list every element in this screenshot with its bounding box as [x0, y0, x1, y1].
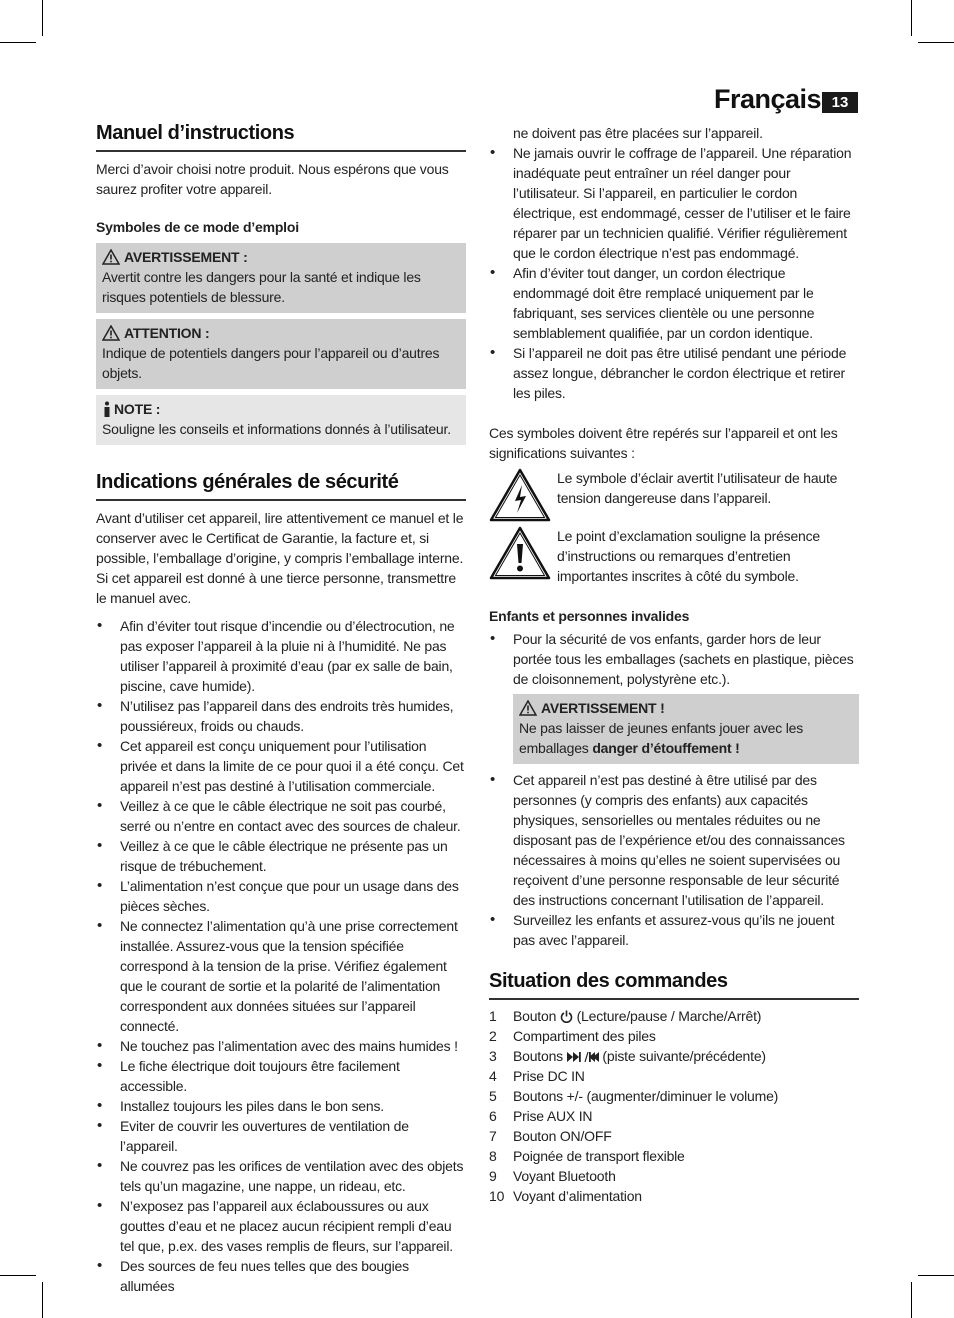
manual-intro: Merci d’avoir choisi notre produit. Nous espérons que vous saurez profiter votre appareil. — [96, 161, 449, 197]
list-item: • Ne touchez pas l’alimentation avec des mains humides ! — [96, 1036, 466, 1056]
crop-mark — [911, 0, 912, 36]
list-item: • Cet appareil n’est pas destiné à être utilisé par des personnes (y compris des enfants) aux capacités physiques, sensorielles ou mentales réduites ou ne disposant pas de l’expérience et/ou des connaissances nécessaires à moins qu’elles ne soient supervisées ou reçoivent d’une personne responsable de leur sécurité des instructions concernant l’utilisation de l’appareil. — [489, 770, 859, 910]
list-item: • Installez toujours les piles dans le bon sens. — [96, 1096, 466, 1116]
warning-box-text: Avertit contre les dangers pour la santé et indique les risques potentiels de blessure. — [102, 269, 421, 305]
child-warning-title: AVERTISSEMENT ! — [541, 700, 665, 716]
exclamation-symbol-row — [489, 526, 859, 586]
warning-triangle-icon — [519, 700, 537, 716]
crop-mark — [911, 1282, 912, 1318]
symbols-heading: Symboles de ce mode d’emploi — [96, 219, 299, 235]
crop-mark — [0, 1275, 36, 1276]
crop-mark — [918, 1275, 954, 1276]
list-item: • Ne connectez l’alimentation qu’à une prise correctement installée. Assurez-vous que la tension spécifiée correspond à la tension de la prise. Vérifiez également que le courant de sortie et la polarité de l’alimentation correspondent aux données situées sur l’appareil connecté. — [96, 916, 466, 1036]
crop-mark — [918, 42, 954, 43]
child-warning-box — [513, 694, 859, 764]
language-heading: Français — [714, 84, 822, 114]
list-item: • N’exposez pas l’appareil aux éclaboussures ou aux gouttes d’eau et ne placez aucun récipient rempli d’eau tel que, p.ex. des vases remplis de fleurs, sur l’appareil. — [96, 1196, 466, 1256]
list-item: 10 Voyant d’alimentation — [489, 1188, 642, 1204]
exclamation-warning-icon — [489, 526, 551, 580]
list-item: • Afin d’éviter tout danger, un cordon électrique endommagé doit être remplacé uniquement par le fabriquant, ses services clientèle ou une personne semblablement qualifiée, par un cordon identique. — [489, 263, 859, 343]
note-box-text: Souligne les conseils et informations donnés à l’utilisateur. — [102, 421, 451, 437]
list-item: • Ne jamais ouvrir le coffrage de l’appareil. Une réparation inadéquate peut entraîner un réel danger pour l’utilisateur. Si l’appareil, en particulier le cordon électrique, est endommagé, cesser de l’utiliser et le faire réparer par un technicien qualifié. Vérifier régulièrement que le cordon électrique n’est pas endommagé. — [489, 143, 859, 263]
list-item: • Ne couvrez pas les orifices de ventilation avec des objets tels qu’un magazine, une nappe, un rideau, etc. — [96, 1156, 466, 1196]
list-item: 1 Bouton (Lecture/pause / Marche/Arrêt) — [489, 1008, 762, 1024]
attention-box-text: Indique de potentiels dangers pour l’appareil ou d’autres objets. — [102, 345, 440, 381]
list-item: • Des sources de feu nues telles que des bougies allumées — [96, 1256, 466, 1296]
list-item: • L’alimentation n’est conçue que pour un usage dans des pièces sèches. — [96, 876, 466, 916]
list-item: • Veillez à ce que le câble électrique ne présente pas un risque de trébuchement. — [96, 836, 466, 876]
info-icon — [102, 401, 112, 417]
child-warning-text: Ne pas laisser de jeunes enfants jouer avec les emballages — [519, 720, 803, 756]
warning-box — [96, 243, 466, 313]
attention-box — [96, 319, 466, 389]
list-item: • Afin d’éviter tout risque d’incendie ou d’électrocution, ne pas exposer l’appareil à la pluie ni à l’humidité. Ne pas utiliser l’appareil à proximité d’eau (par ex salle de bain, piscine, cave humide). — [96, 616, 466, 696]
safety-intro: Avant d’utiliser cet appareil, lire attentivement ce manuel et le conserver avec le Certificat de Garantie, la facture et, si possible, l’emballage d’origine, y compris l’emballage interne. Si cet appareil est donné à une tierce personne, transmettre le manuel avec. — [96, 510, 464, 606]
crop-mark — [0, 42, 36, 43]
list-item: • Pour la sécurité de vos enfants, garder hors de leur portée tous les emballages (sachets en plastique, pièces de cloisonnement, polystyrène etc.). — [489, 629, 859, 689]
note-box — [96, 395, 466, 445]
warning-triangle-icon — [102, 249, 120, 265]
crop-mark — [42, 0, 43, 36]
right-column — [489, 120, 859, 1206]
list-item: • N’utilisez pas l’appareil dans des endroits très humides, poussiéreux, froids ou chauds. — [96, 696, 466, 736]
list-item: 3 Boutons (piste suivante/précédente) — [489, 1048, 766, 1064]
children-list — [489, 629, 859, 689]
controls-title: Situation des commandes — [489, 968, 859, 1000]
list-item: • Le fiche électrique doit toujours être facilement accessible. — [96, 1056, 466, 1096]
list-item: 8 Poignée de transport flexible — [489, 1148, 685, 1164]
list-item: 7 Bouton ON/OFF — [489, 1128, 612, 1144]
children-heading: Enfants et personnes invalides — [489, 608, 690, 624]
list-item: • Eviter de couvrir les ouvertures de ventilation de l’appareil. — [96, 1116, 466, 1156]
list-item: 9 Voyant Bluetooth — [489, 1168, 616, 1184]
continued-line: ne doivent pas être placées sur l’appareil. — [513, 125, 763, 141]
list-item: • Si l’appareil ne doit pas être utilisé pendant une période assez longue, débrancher le cordon électrique et retirer les piles. — [489, 343, 859, 403]
exclamation-text: Le point d’exclamation souligne la présence d’instructions ou remarques d’entretien importantes inscrites à côté du symbole. — [557, 528, 821, 584]
skip-icon — [567, 1051, 599, 1063]
controls-list — [489, 1006, 859, 1206]
list-item: 2 Compartiment des piles — [489, 1028, 656, 1044]
list-item: • Veillez à ce que le câble électrique ne soit pas courbé, serré ou n’entre en contact avec des sources de chaleur. — [96, 796, 466, 836]
left-column — [96, 120, 466, 1296]
list-item: 4 Prise DC IN — [489, 1068, 585, 1084]
safety-title: Indications générales de sécurité — [96, 469, 466, 501]
note-box-title: NOTE : — [114, 401, 161, 417]
page-number: 13 — [822, 92, 858, 113]
lightning-text: Le symbole d’éclair avertit l’utilisateur de haute tension dangereuse dans l’appareil. — [557, 470, 838, 506]
manual-title: Manuel d’instructions — [96, 120, 466, 152]
symbols-intro: Ces symboles doivent être repérés sur l’appareil et ont les significations suivantes : — [489, 425, 838, 461]
crop-mark — [42, 1282, 43, 1318]
safety-list — [96, 616, 466, 1296]
warning-triangle-icon — [102, 325, 120, 341]
attention-box-title: ATTENTION : — [124, 325, 210, 341]
lightning-symbol-row — [489, 468, 859, 522]
list-item: 6 Prise AUX IN — [489, 1108, 593, 1124]
warning-box-title: AVERTISSEMENT : — [124, 249, 248, 265]
children-list-more — [489, 770, 859, 950]
power-icon — [560, 1010, 573, 1023]
lightning-warning-icon — [489, 468, 551, 522]
list-item: 5 Boutons +/- (augmenter/diminuer le volume) — [489, 1088, 779, 1104]
safety-list-continued — [489, 143, 859, 403]
list-item: • Surveillez les enfants et assurez-vous qu’ils ne jouent pas avec l’appareil. — [489, 910, 859, 950]
child-warning-bold: danger d’étouffement ! — [592, 740, 740, 756]
list-item: • Cet appareil est conçu uniquement pour l’utilisation privée et dans la limite de ce pour quoi il a été conçu. Cet appareil n’est pas destiné à l’utilisation commerciale. — [96, 736, 466, 796]
